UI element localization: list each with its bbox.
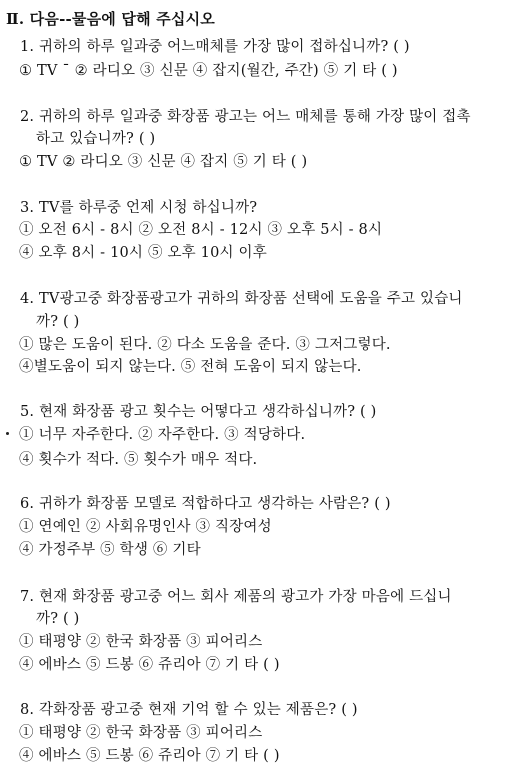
question-3-options-row-2: ④ 오후 8시 - 10시 ⑤ 오후 10시 이후 — [19, 245, 267, 261]
question-8-text: 8. 각화장품 광고중 현재 기억 할 수 있는 제품은? ( ) — [20, 702, 358, 718]
stray-dot-mark — [6, 432, 9, 435]
question-4-text-cont: 까? ( ) — [36, 314, 80, 330]
question-3-text: 3. TV를 하루중 언제 시청 하십니까? — [20, 200, 258, 216]
question-4-options-row-1: ① 많은 도움이 된다. ② 다소 도움을 준다. ③ 그저그렇다. — [19, 337, 391, 353]
question-7-options-row-2: ④ 에바스 ⑤ 드봉 ⑥ 쥬리아 ⑦ 기 타 ( ) — [19, 657, 280, 673]
question-1-options: ① TV ˉ ② 라디오 ③ 신문 ④ 잡지(월간, 주간) ⑤ 기 타 ( ) — [19, 63, 398, 79]
question-2-options: ① TV ② 라디오 ③ 신문 ④ 잡지 ⑤ 기 타 ( ) — [19, 154, 308, 170]
question-5-options-row-1: ① 너무 자주한다. ② 자주한다. ③ 적당하다. — [19, 427, 306, 443]
question-3-options-row-1: ① 오전 6시 - 8시 ② 오전 8시 - 12시 ③ 오후 5시 - 8시 — [19, 222, 383, 238]
question-8-options-row-1: ① 태평양 ② 한국 화장품 ③ 피어리스 — [19, 725, 263, 741]
question-2-text-cont: 하고 있습니까? ( ) — [36, 131, 156, 147]
question-7-text: 7. 현재 화장품 광고중 어느 회사 제품의 광고가 가장 마음에 드십니 — [20, 589, 452, 605]
question-1-text: 1. 귀하의 하루 일과중 어느매체를 가장 많이 접하십니까? ( ) — [20, 39, 410, 55]
question-4-text: 4. TV광고중 화장품광고가 귀하의 화장품 선택에 도움을 주고 있습니 — [20, 291, 463, 307]
question-7-options-row-1: ① 태평양 ② 한국 화장품 ③ 피어리스 — [19, 634, 263, 650]
section-title: Ⅱ. 다음--물음에 답해 주십시오 — [6, 10, 215, 28]
question-6-text: 6. 귀하가 화장품 모델로 적합하다고 생각하는 사람은? ( ) — [20, 496, 391, 512]
question-4-options-row-2: ④별도움이 되지 않는다. ⑤ 전혀 도움이 되지 않는다. — [19, 359, 362, 375]
question-2-text: 2. 귀하의 하루 일과중 화장품 광고는 어느 매체를 통해 가장 많이 접촉 — [20, 109, 471, 125]
question-8-options-row-2: ④ 에바스 ⑤ 드봉 ⑥ 쥬리아 ⑦ 기 타 ( ) — [19, 748, 280, 764]
question-5-text: 5. 현재 화장품 광고 횟수는 어떻다고 생각하십니까? ( ) — [20, 404, 377, 420]
question-6-options-row-1: ① 연예인 ② 사회유명인사 ③ 직장여성 — [19, 519, 272, 535]
question-6-options-row-2: ④ 가정주부 ⑤ 학생 ⑥ 기타 — [19, 542, 201, 558]
question-7-text-cont: 까? ( ) — [36, 611, 80, 627]
question-5-options-row-2: ④ 횟수가 적다. ⑤ 횟수가 매우 적다. — [19, 452, 258, 468]
